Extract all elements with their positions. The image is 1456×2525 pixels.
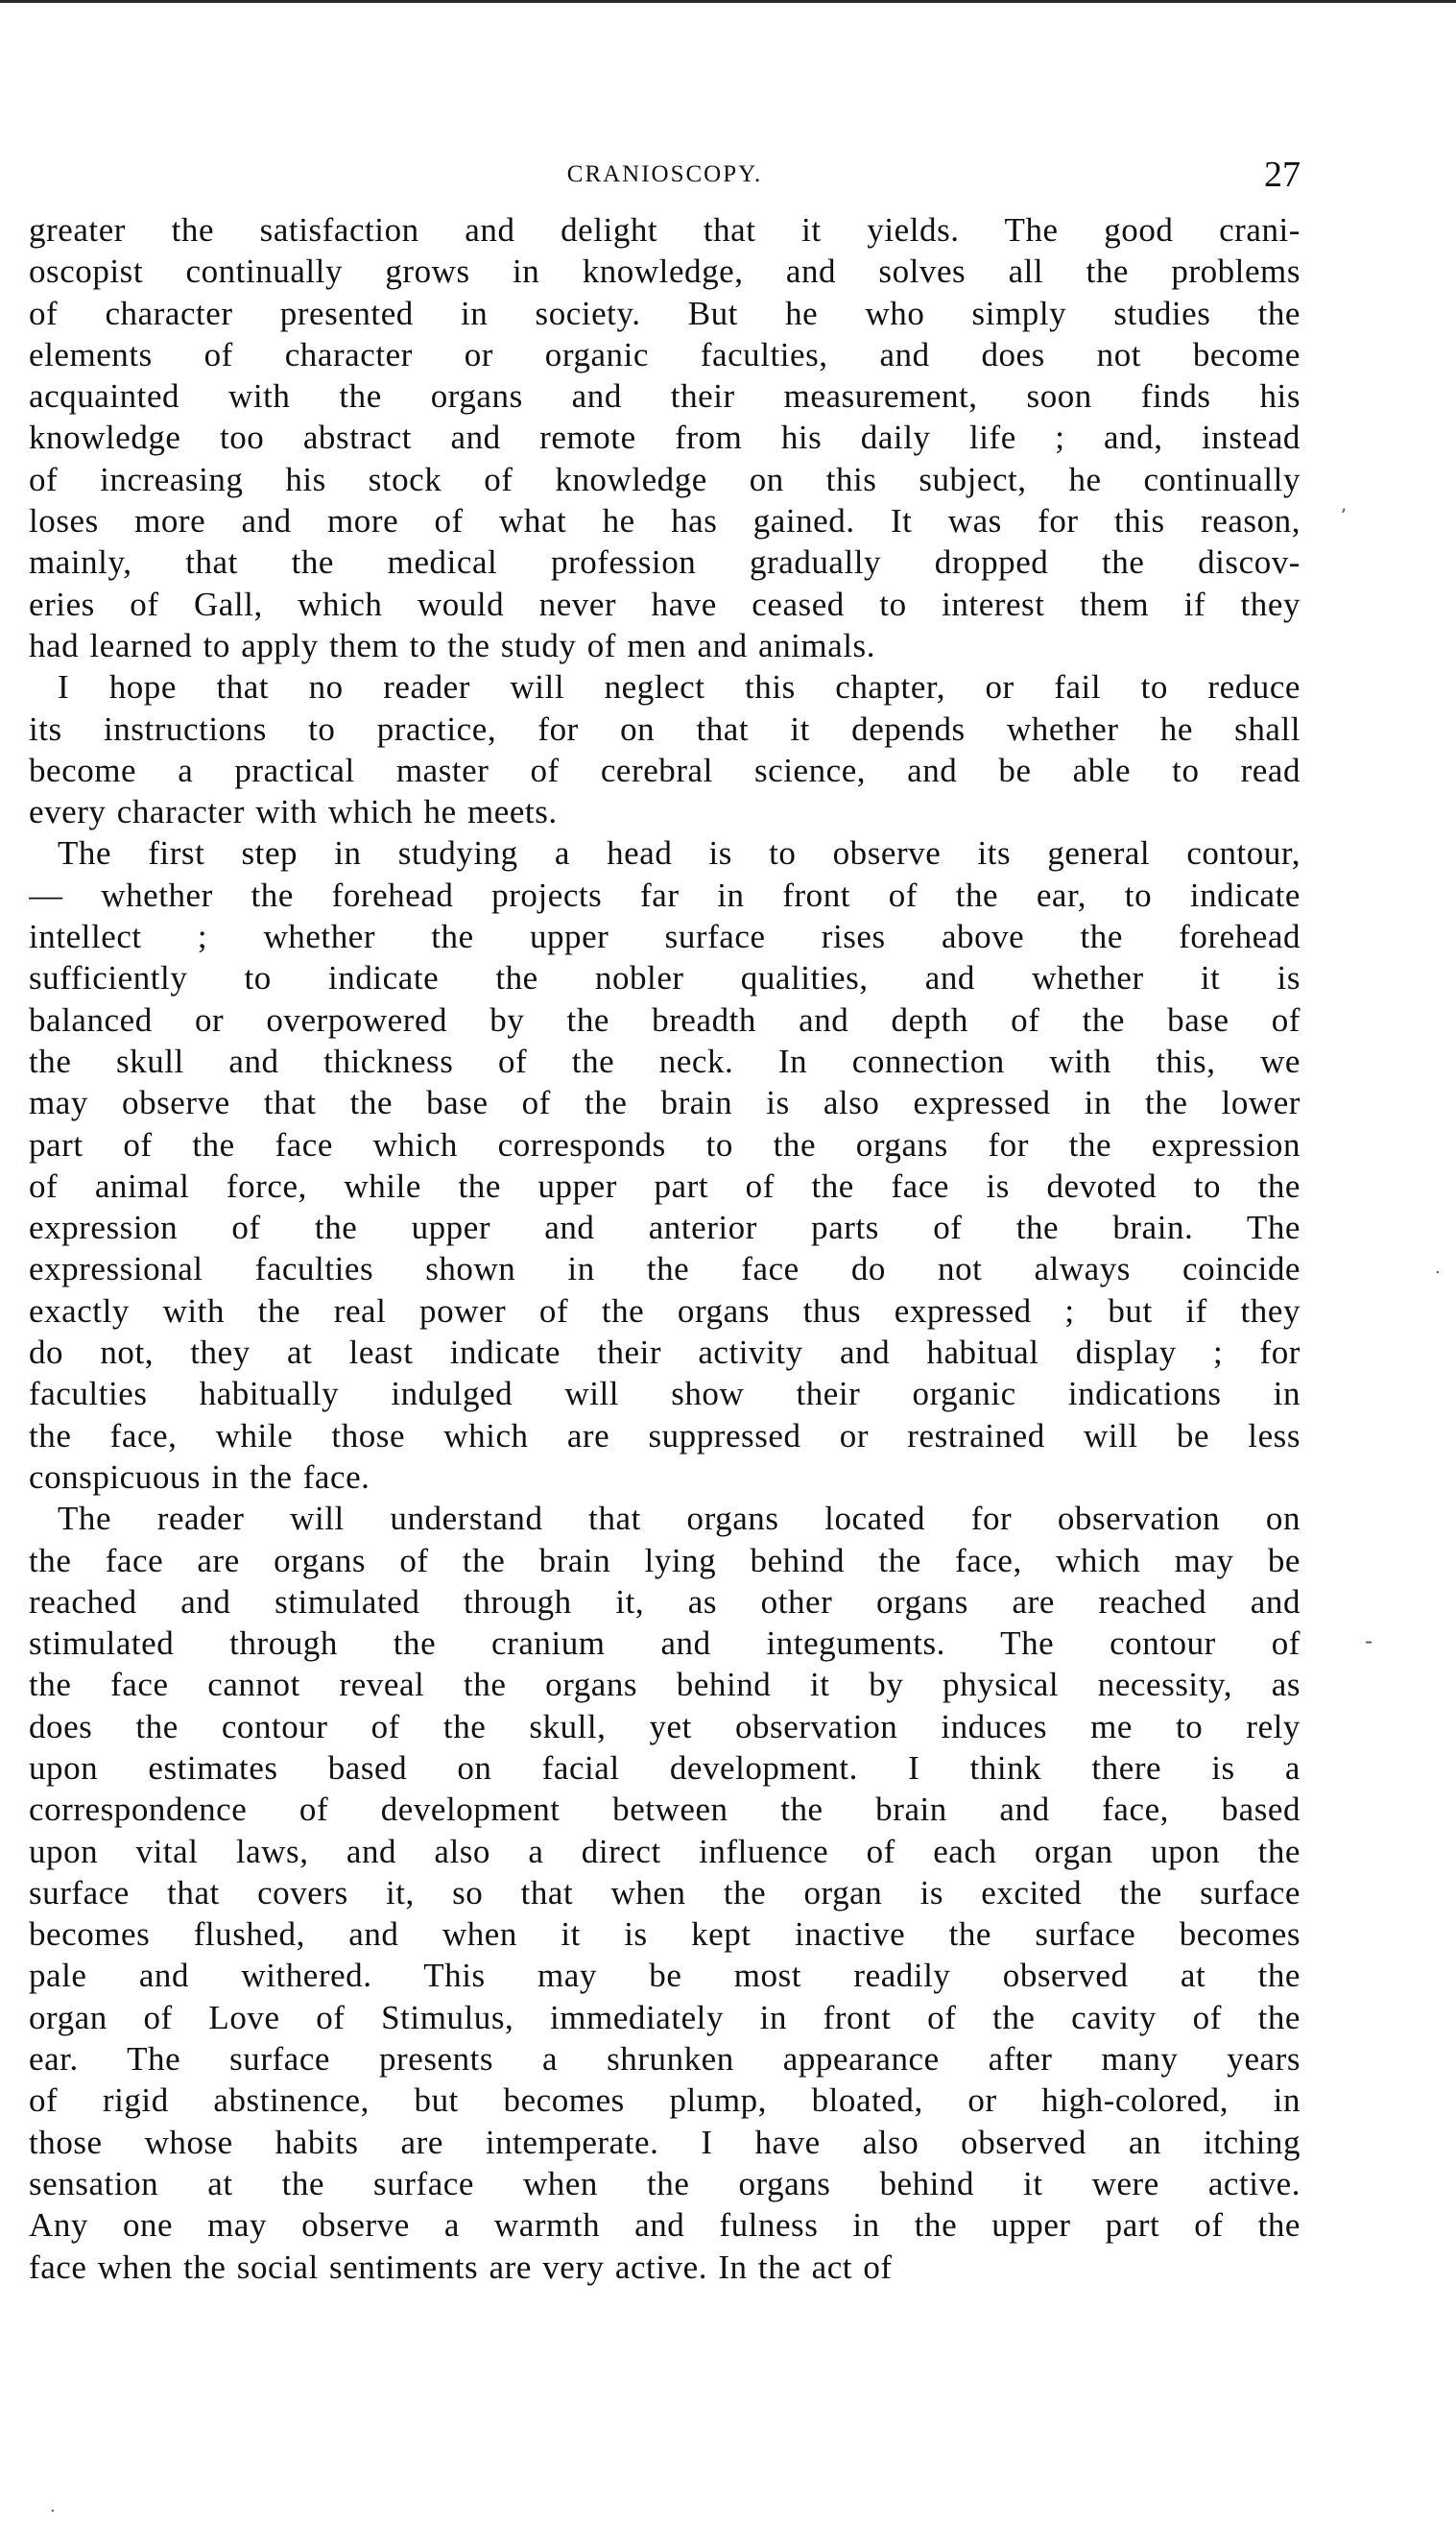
book-page xyxy=(29,154,1301,2288)
text-line: greater the satisfaction and delight that it yields. The good crani- xyxy=(29,211,1301,249)
text-line: part of the face which corresponds to the organs for the expression xyxy=(29,1125,1301,1164)
text-line: exactly with the real power of the organs thus expressed ; but if they xyxy=(29,1291,1301,1330)
text-line: sensation at the surface when the organs behind it were active. xyxy=(29,2164,1301,2202)
text-line: acquainted with the organs and their measurement, soon finds his xyxy=(29,377,1301,416)
page-top-edge xyxy=(0,0,1456,3)
text-line: pale and withered. This may be most readily observed at the xyxy=(29,1957,1301,1995)
text-line: may observe that the base of the brain is also expressed in the lower xyxy=(29,1084,1301,1122)
text-line: expressional faculties shown in the face do not always coincide xyxy=(29,1250,1301,1288)
text-line: faculties habitually indulged will show their organic indications in xyxy=(29,1375,1301,1413)
text-line: eries of Gall, which would never have ceased to interest them if they xyxy=(29,585,1301,623)
text-line: every character with which he meets. xyxy=(29,793,558,831)
running-head xyxy=(29,154,1301,204)
text-line: do not, they at least indicate their activity and habitual display ; for xyxy=(29,1334,1301,1372)
page-number: 27 xyxy=(1264,155,1301,195)
margin-speck: . xyxy=(1435,1258,1441,1278)
text-line: becomes flushed, and when it is kept inactive the surface becomes xyxy=(29,1915,1301,1954)
text-line: the face, while those which are suppressed or restrained will be less xyxy=(29,1416,1301,1455)
text-line: upon estimates based on facial development. I think there is a xyxy=(29,1748,1301,1787)
paragraph xyxy=(29,666,1301,832)
text-line: conspicuous in the face. xyxy=(29,1457,370,1496)
text-line: of character presented in society. But he who simply studies the xyxy=(29,294,1301,332)
text-line: ear. The surface presents a shrunken appearance after many years xyxy=(29,2040,1301,2079)
paragraph xyxy=(29,1498,1301,2288)
text-line: the face cannot reveal the organs behind it by physical necessity, as xyxy=(29,1666,1301,1704)
margin-speck: . xyxy=(50,2496,56,2516)
text-line: face when the social sentiments are very active. In the act of xyxy=(29,2248,893,2286)
text-line: does the contour of the skull, yet observation induces me to rely xyxy=(29,1707,1301,1745)
text-line: intellect ; whether the upper surface rises above the forehead xyxy=(29,918,1301,956)
text-line: the skull and thickness of the neck. In connection with this, we xyxy=(29,1042,1301,1080)
text-line: had learned to apply them to the study of men and animals. xyxy=(29,626,876,664)
text-line: The first step in studying a head is to observe its general contour, xyxy=(58,834,1301,873)
text-line: of animal force, while the upper part of the face is devoted to the xyxy=(29,1166,1301,1205)
chapter-running-title: CRANIOSCOPY. xyxy=(566,161,763,187)
text-line: its instructions to practice, for on that it depends whether he shall xyxy=(29,709,1301,748)
text-line: the face are organs of the brain lying behind the face, which may be xyxy=(29,1541,1301,1579)
text-line: organ of Love of Stimulus, immediately in front of the cavity of the xyxy=(29,1998,1301,2036)
margin-speck: ʼ xyxy=(1340,504,1347,527)
text-line: I hope that no reader will neglect this chapter, or fail to reduce xyxy=(58,668,1301,707)
text-line: mainly, that the medical profession gradually dropped the discov- xyxy=(29,543,1301,582)
text-line: The reader will understand that organs located for observation on xyxy=(58,1500,1301,1538)
text-line: stimulated through the cranium and integuments. The contour of xyxy=(29,1624,1301,1663)
text-line: loses more and more of what he has gained. It was for this reason, xyxy=(29,502,1301,541)
text-line: upon vital laws, and also a direct influence of each organ upon the xyxy=(29,1832,1301,1870)
text-line: expression of the upper and anterior parts of the brain. The xyxy=(29,1209,1301,1247)
paragraph xyxy=(29,832,1301,1498)
text-line: oscopist continually grows in knowledge, and solves all the problems xyxy=(29,252,1301,291)
text-line: Any one may observe a warmth and fulness in the upper part of the xyxy=(29,2206,1301,2245)
text-line: of increasing his stock of knowledge on this subject, he continually xyxy=(29,460,1301,498)
text-line: of rigid abstinence, but becomes plump, bloated, or high-colored, in xyxy=(29,2081,1301,2120)
text-line: sufficiently to indicate the nobler qualities, and whether it is xyxy=(29,959,1301,998)
text-line: elements of character or organic faculties, and does not become xyxy=(29,335,1301,373)
text-line: balanced or overpowered by the breadth and depth of the base of xyxy=(29,1000,1301,1039)
text-line: surface that covers it, so that when the organ is excited the surface xyxy=(29,1873,1301,1912)
text-line: reached and stimulated through it, as other organs are reached and xyxy=(29,1582,1301,1621)
text-line: those whose habits are intemperate. I have also observed an itching xyxy=(29,2123,1301,2161)
text-line: knowledge too abstract and remote from his daily life ; and, instead xyxy=(29,419,1301,457)
body-text xyxy=(29,209,1301,2288)
text-line: become a practical master of cerebral science, and be able to read xyxy=(29,751,1301,789)
text-line: correspondence of development between the brain and face, based xyxy=(29,1791,1301,1829)
text-line: — whether the forehead projects far in front of the ear, to indicate xyxy=(29,876,1301,914)
margin-speck: - xyxy=(1365,1627,1373,1654)
paragraph xyxy=(29,209,1301,666)
